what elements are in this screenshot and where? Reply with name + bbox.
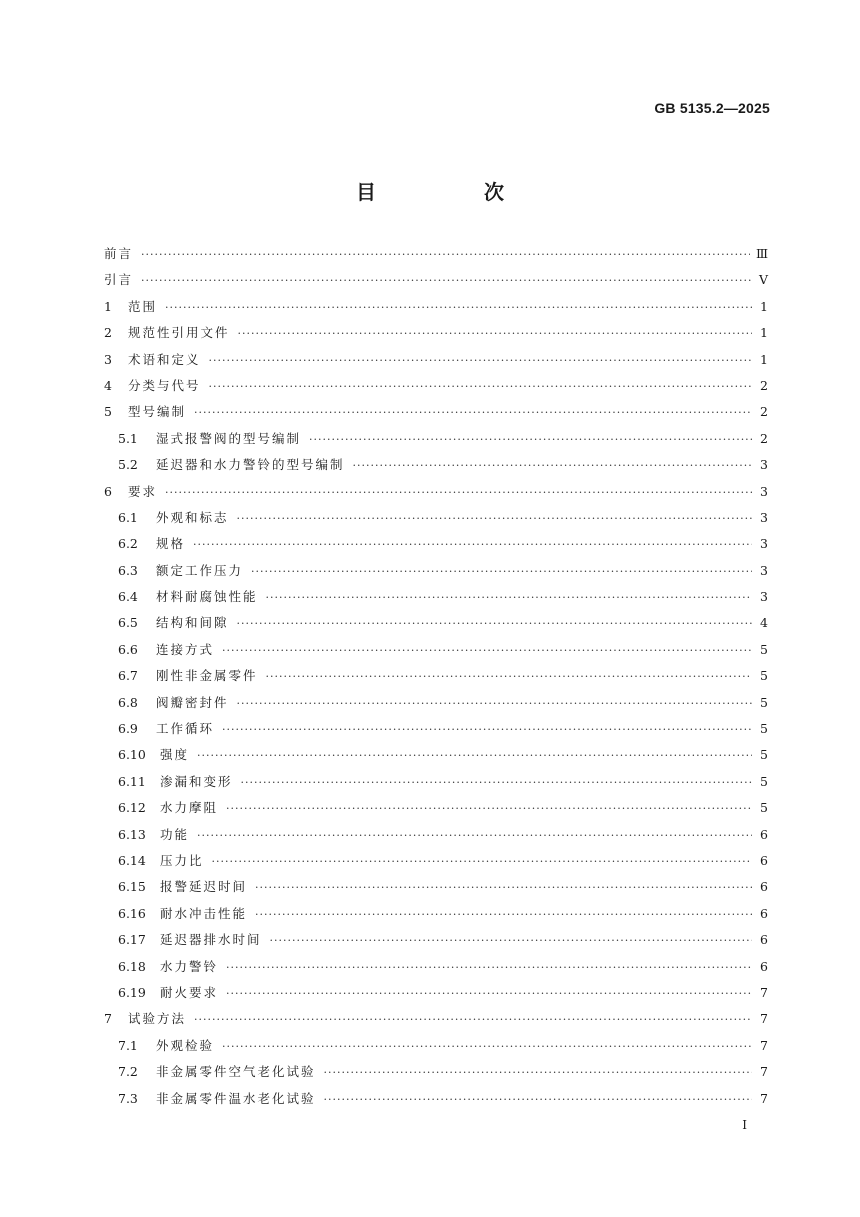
toc-entry[interactable] xyxy=(104,270,768,296)
toc-dot-leader xyxy=(255,881,752,894)
toc-entry[interactable] xyxy=(104,561,768,587)
toc-dot-leader xyxy=(255,908,752,921)
toc-entry-label: 水力警铃 xyxy=(160,958,219,974)
toc-entry-label: 外观和标志 xyxy=(156,509,229,525)
toc-entry[interactable] xyxy=(104,482,768,508)
toc-entry[interactable] xyxy=(104,745,768,771)
toc-dot-leader xyxy=(353,459,752,472)
toc-entry-number: 6.2 xyxy=(118,536,138,552)
toc-entry-number: 7 xyxy=(104,1011,112,1027)
toc-entry-label: 额定工作压力 xyxy=(156,562,244,578)
toc-dot-leader xyxy=(222,644,752,657)
toc-entry-page: 3 xyxy=(760,457,768,473)
toc-entry-label: 强度 xyxy=(160,747,190,763)
toc-dot-leader xyxy=(237,617,752,630)
toc-entry-page: 5 xyxy=(760,641,768,657)
toc-entry[interactable] xyxy=(104,693,768,719)
toc-entry[interactable] xyxy=(104,455,768,481)
toc-entry-page: 5 xyxy=(760,721,768,737)
toc-entry-label: 连接方式 xyxy=(156,641,215,657)
toc-entry[interactable] xyxy=(104,877,768,903)
toc-entry-number: 6.6 xyxy=(118,641,138,657)
toc-entry-page: 1 xyxy=(760,325,768,341)
toc-entry-page: 2 xyxy=(760,404,768,420)
toc-entry-label: 规格 xyxy=(156,536,186,552)
toc-entry-label: 功能 xyxy=(160,826,190,842)
toc-dot-leader xyxy=(309,433,752,446)
toc-entry[interactable] xyxy=(104,376,768,402)
toc-entry-number: 6.7 xyxy=(118,668,138,684)
toc-entry[interactable] xyxy=(104,851,768,877)
toc-dot-leader xyxy=(270,934,752,947)
toc-entry-number: 1 xyxy=(104,298,112,314)
toc-entry-page: 3 xyxy=(760,562,768,578)
toc-entry-number: 6.13 xyxy=(118,826,146,842)
toc-entry[interactable] xyxy=(104,1009,768,1035)
toc-entry-number: 6.4 xyxy=(118,589,138,605)
toc-entry-page: 4 xyxy=(760,615,768,631)
standard-code: GB 5135.2—2025 xyxy=(654,100,770,116)
toc-entry-page: 7 xyxy=(760,1037,768,1053)
toc-entry-page: 6 xyxy=(760,826,768,842)
table-of-contents xyxy=(104,244,768,1115)
toc-entry-label: 阀瓣密封件 xyxy=(156,694,229,710)
toc-entry-label: 工作循环 xyxy=(156,721,215,737)
toc-entry-page: 6 xyxy=(760,932,768,948)
toc-entry-page: 5 xyxy=(760,800,768,816)
toc-entry[interactable] xyxy=(104,1062,768,1088)
toc-entry-number: 4 xyxy=(104,377,112,393)
toc-entry[interactable] xyxy=(104,534,768,560)
toc-entry-page: 7 xyxy=(760,1011,768,1027)
toc-dot-leader xyxy=(193,538,752,551)
toc-entry-number: 2 xyxy=(104,325,112,341)
toc-entry-page: 5 xyxy=(760,668,768,684)
toc-entry-label: 引言 xyxy=(104,272,134,288)
page-number: I xyxy=(742,1118,747,1132)
toc-entry[interactable] xyxy=(104,508,768,534)
toc-dot-leader xyxy=(165,301,752,314)
toc-entry[interactable] xyxy=(104,719,768,745)
toc-dot-leader xyxy=(222,1040,752,1053)
toc-entry[interactable] xyxy=(104,640,768,666)
toc-entry-number: 6.15 xyxy=(118,879,146,895)
toc-entry[interactable] xyxy=(104,587,768,613)
toc-dot-leader xyxy=(141,274,752,287)
toc-dot-leader xyxy=(241,776,752,789)
toc-entry-page: 6 xyxy=(760,852,768,868)
toc-dot-leader xyxy=(324,1093,752,1106)
toc-entry-page: 5 xyxy=(760,773,768,789)
toc-entry-page: 3 xyxy=(760,483,768,499)
toc-entry-number: 5.1 xyxy=(118,430,138,446)
toc-entry-number: 7.2 xyxy=(118,1064,138,1080)
toc-entry-number: 7.3 xyxy=(118,1090,138,1106)
toc-entry-number: 6.9 xyxy=(118,721,138,737)
toc-dot-leader xyxy=(197,749,752,762)
toc-dot-leader xyxy=(194,1013,752,1026)
toc-dot-leader xyxy=(209,380,752,393)
toc-entry[interactable] xyxy=(104,244,768,270)
toc-entry-number: 6.14 xyxy=(118,852,146,868)
toc-entry-label: 耐火要求 xyxy=(160,984,219,1000)
toc-entry[interactable] xyxy=(104,666,768,692)
toc-entry-label: 延迟器排水时间 xyxy=(160,932,262,948)
toc-entry[interactable] xyxy=(104,1089,768,1115)
toc-entry-number: 6.3 xyxy=(118,562,138,578)
toc-entry-label: 延迟器和水力警铃的型号编制 xyxy=(156,457,345,473)
toc-dot-leader xyxy=(212,855,752,868)
toc-entry-number: 6.19 xyxy=(118,984,146,1000)
toc-entry-label: 非金属零件空气老化试验 xyxy=(156,1064,316,1080)
toc-entry[interactable] xyxy=(104,429,768,455)
toc-entry-label: 型号编制 xyxy=(128,404,187,420)
toc-dot-leader xyxy=(226,802,752,815)
toc-entry-page: 7 xyxy=(760,1090,768,1106)
toc-entry-page: 5 xyxy=(760,747,768,763)
toc-entry-label: 术语和定义 xyxy=(128,351,201,367)
toc-entry-number: 6.17 xyxy=(118,932,146,948)
toc-dot-leader xyxy=(194,406,752,419)
toc-entry-page: 3 xyxy=(760,536,768,552)
toc-entry[interactable] xyxy=(104,350,768,376)
toc-entry-label: 渗漏和变形 xyxy=(160,773,233,789)
toc-entry-page: 6 xyxy=(760,905,768,921)
toc-entry-number: 6.8 xyxy=(118,694,138,710)
toc-entry[interactable] xyxy=(104,798,768,824)
toc-entry-page: 2 xyxy=(760,430,768,446)
toc-entry-page: 5 xyxy=(760,694,768,710)
toc-entry-page: 3 xyxy=(760,589,768,605)
toc-entry[interactable] xyxy=(104,402,768,428)
toc-entry-page: 2 xyxy=(760,377,768,393)
toc-entry-number: 7.1 xyxy=(118,1037,138,1053)
toc-dot-leader xyxy=(266,670,752,683)
toc-entry-label: 刚性非金属零件 xyxy=(156,668,258,684)
toc-entry[interactable] xyxy=(104,613,768,639)
toc-entry[interactable] xyxy=(104,957,768,983)
toc-entry-number: 6.16 xyxy=(118,905,146,921)
toc-dot-leader xyxy=(197,829,752,842)
toc-entry[interactable] xyxy=(104,1036,768,1062)
toc-entry-label: 要求 xyxy=(128,483,158,499)
toc-dot-leader xyxy=(226,961,752,974)
toc-entry-number: 5 xyxy=(104,404,112,420)
toc-dot-leader xyxy=(165,486,752,499)
toc-entry-page: 3 xyxy=(760,509,768,525)
toc-dot-leader xyxy=(237,512,752,525)
toc-entry-page: 1 xyxy=(760,298,768,314)
toc-entry[interactable] xyxy=(104,297,768,323)
toc-dot-leader xyxy=(209,354,752,367)
toc-entry-label: 规范性引用文件 xyxy=(128,325,230,341)
toc-entry-page: 1 xyxy=(760,351,768,367)
toc-entry-page: 7 xyxy=(760,1064,768,1080)
toc-entry-number: 5.2 xyxy=(118,457,138,473)
toc-dot-leader xyxy=(222,723,752,736)
toc-entry[interactable] xyxy=(104,323,768,349)
toc-dot-leader xyxy=(251,565,752,578)
toc-entry[interactable] xyxy=(104,772,768,798)
toc-entry-label: 材料耐腐蚀性能 xyxy=(156,589,258,605)
toc-entry-label: 分类与代号 xyxy=(128,377,201,393)
toc-entry-number: 6.18 xyxy=(118,958,146,974)
toc-entry-label: 非金属零件温水老化试验 xyxy=(156,1090,316,1106)
toc-entry-number: 3 xyxy=(104,351,112,367)
toc-entry-page: 7 xyxy=(760,984,768,1000)
toc-entry-number: 6 xyxy=(104,483,112,499)
toc-entry[interactable] xyxy=(104,983,768,1009)
toc-entry[interactable] xyxy=(104,904,768,930)
toc-entry-page: 6 xyxy=(760,879,768,895)
toc-dot-leader xyxy=(226,987,752,1000)
toc-entry-label: 试验方法 xyxy=(128,1011,187,1027)
toc-entry-label: 水力摩阻 xyxy=(160,800,219,816)
toc-entry-number: 6.11 xyxy=(118,773,146,789)
toc-dot-leader xyxy=(141,248,750,261)
toc-entry-page: Ⅲ xyxy=(755,246,768,261)
toc-entry-label: 耐水冲击性能 xyxy=(160,905,248,921)
toc-entry-label: 压力比 xyxy=(160,852,204,868)
toc-entry-label: 湿式报警阀的型号编制 xyxy=(156,430,302,446)
toc-entry-label: 外观检验 xyxy=(156,1037,215,1053)
toc-entry-label: 前言 xyxy=(104,246,134,261)
toc-dot-leader xyxy=(324,1066,752,1079)
page-title: 目 次 xyxy=(356,180,548,204)
toc-entry-label: 报警延迟时间 xyxy=(160,879,248,895)
toc-dot-leader xyxy=(238,327,752,340)
toc-entry-label: 结构和间隙 xyxy=(156,615,229,631)
toc-entry[interactable] xyxy=(104,930,768,956)
toc-entry-number: 6.1 xyxy=(118,509,138,525)
toc-entry-number: 6.5 xyxy=(118,615,138,631)
toc-entry-page: 6 xyxy=(760,958,768,974)
toc-entry[interactable] xyxy=(104,825,768,851)
toc-dot-leader xyxy=(266,591,752,604)
toc-entry-page: Ⅴ xyxy=(758,272,768,288)
toc-entry-label: 范围 xyxy=(128,298,158,314)
toc-entry-number: 6.10 xyxy=(118,747,146,763)
toc-entry-number: 6.12 xyxy=(118,800,146,816)
toc-dot-leader xyxy=(237,697,752,710)
